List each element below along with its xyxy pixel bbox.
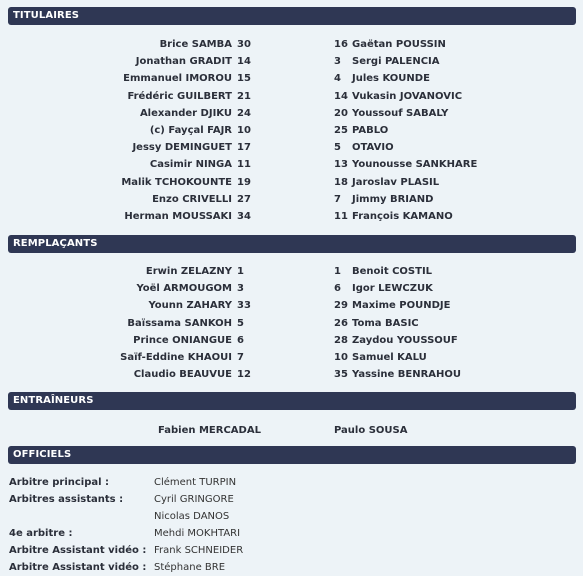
home-player-name: Malik TCHOKOUNTE bbox=[121, 176, 232, 188]
home-player-number: 1 bbox=[237, 266, 244, 277]
away-player-name: Maxime POUNDJE bbox=[352, 300, 451, 312]
away-player-name: François KAMANO bbox=[352, 211, 453, 222]
section-header-remplacants: REMPLAÇANTS bbox=[8, 235, 576, 253]
away-player-number: 20 bbox=[334, 107, 348, 119]
away-player-name: Benoit COSTIL bbox=[352, 266, 433, 277]
player-row bbox=[0, 106, 583, 122]
home-player-name: Emmanuel IMOROU bbox=[123, 73, 232, 85]
away-player-number: 29 bbox=[334, 300, 348, 312]
away-player-number: 35 bbox=[334, 369, 348, 381]
section-header-officiels: OFFICIELS bbox=[8, 446, 576, 464]
player-row bbox=[0, 123, 583, 139]
official-name: Clément TURPIN bbox=[154, 477, 237, 488]
away-player-number: 13 bbox=[334, 159, 348, 171]
home-player-name: Jonathan GRADIT bbox=[135, 56, 232, 68]
home-player-name: Alexander DJIKU bbox=[139, 107, 232, 119]
official-role-label: Arbitre Assistant vidéo : bbox=[9, 545, 147, 556]
home-player-number: 34 bbox=[237, 211, 251, 222]
section-header-entraineurs: ENTRAÎNEURS bbox=[8, 392, 576, 410]
away-player-number: 5 bbox=[334, 142, 341, 154]
away-player-number: 4 bbox=[334, 73, 341, 85]
away-player-name: Igor LEWCZUK bbox=[352, 283, 433, 295]
official-role-label: 4e arbitre : bbox=[9, 528, 73, 539]
home-player-name: (c) Fayçal FAJR bbox=[149, 125, 232, 136]
player-row bbox=[0, 333, 583, 349]
home-player-name: Herman MOUSSAKI bbox=[124, 211, 232, 222]
away-player-name: Yassine BENRAHOU bbox=[352, 369, 462, 381]
home-player-name: Erwin ZELAZNY bbox=[145, 266, 232, 277]
section-header-titulaires: TITULAIRES bbox=[8, 7, 576, 25]
away-player-name: Youssouf SABALY bbox=[352, 107, 449, 119]
away-player-number: 6 bbox=[334, 283, 341, 295]
away-player-name: Younousse SANKHARE bbox=[352, 159, 478, 171]
home-player-number: 33 bbox=[237, 300, 251, 312]
away-player-number: 1 bbox=[334, 266, 341, 277]
official-name: Nicolas DANOS bbox=[154, 511, 230, 522]
away-player-number: 7 bbox=[334, 193, 341, 205]
away-player-name: Jimmy BRIAND bbox=[352, 193, 434, 205]
away-player-number: 28 bbox=[334, 334, 348, 346]
away-player-number: 25 bbox=[334, 125, 348, 136]
home-player-number: 17 bbox=[237, 142, 251, 154]
player-row bbox=[0, 367, 583, 383]
home-coach: Fabien MERCADAL bbox=[158, 425, 261, 436]
home-player-number: 6 bbox=[237, 334, 244, 346]
home-player-name: Frédéric GUILBERT bbox=[127, 90, 232, 102]
player-row bbox=[0, 140, 583, 156]
away-coach: Paulo SOUSA bbox=[334, 425, 408, 436]
home-player-name: Baïssama SANKOH bbox=[127, 317, 232, 329]
home-player-name: Enzo CRIVELLI bbox=[152, 193, 232, 205]
away-player-number: 3 bbox=[334, 56, 341, 68]
away-player-name: PABLO bbox=[352, 125, 389, 136]
official-name: Frank SCHNEIDER bbox=[154, 545, 244, 556]
player-row bbox=[0, 298, 583, 314]
player-row bbox=[0, 350, 583, 366]
away-player-number: 10 bbox=[334, 352, 348, 363]
home-player-number: 12 bbox=[237, 369, 251, 381]
away-player-number: 11 bbox=[334, 211, 348, 222]
away-player-name: Jaroslav PLASIL bbox=[352, 176, 440, 188]
home-player-number: 24 bbox=[237, 107, 251, 119]
away-player-name: Vukasin JOVANOVIC bbox=[352, 90, 463, 102]
official-role-label: Arbitres assistants : bbox=[9, 494, 124, 505]
away-player-number: 18 bbox=[334, 176, 348, 188]
home-player-number: 11 bbox=[237, 159, 251, 171]
away-player-name: Jules KOUNDE bbox=[352, 73, 430, 85]
away-player-number: 14 bbox=[334, 90, 348, 102]
away-player-name: Samuel KALU bbox=[352, 352, 427, 363]
home-player-name: Yoël ARMOUGOM bbox=[136, 283, 232, 295]
away-player-name: Toma BASIC bbox=[352, 317, 419, 329]
player-row bbox=[0, 264, 583, 280]
home-player-name: Saïf-Eddine KHAOUI bbox=[120, 352, 232, 363]
home-player-number: 21 bbox=[237, 90, 251, 102]
player-row bbox=[0, 175, 583, 191]
home-player-number: 15 bbox=[237, 73, 251, 85]
player-row bbox=[0, 37, 583, 53]
home-player-number: 19 bbox=[237, 176, 251, 188]
home-player-number: 14 bbox=[237, 56, 251, 68]
player-row bbox=[0, 316, 583, 332]
home-player-name: Jessy DEMINGUET bbox=[132, 142, 232, 154]
player-row bbox=[0, 54, 583, 70]
away-player-name: Zaydou YOUSSOUF bbox=[352, 334, 458, 346]
official-name: Mehdi MOKHTARI bbox=[154, 528, 241, 539]
home-player-name: Casimir NINGA bbox=[149, 159, 232, 171]
player-row bbox=[0, 192, 583, 208]
away-player-number: 16 bbox=[334, 39, 348, 50]
away-player-number: 26 bbox=[334, 317, 348, 329]
away-player-name: Sergi PALENCIA bbox=[352, 56, 440, 68]
home-player-number: 27 bbox=[237, 193, 251, 205]
home-player-number: 30 bbox=[237, 39, 251, 50]
away-player-name: OTAVIO bbox=[352, 142, 394, 154]
official-role-label: Arbitre principal : bbox=[9, 477, 110, 488]
official-name: Stéphane BRE bbox=[154, 562, 226, 573]
official-name: Cyril GRINGORE bbox=[154, 494, 234, 505]
away-player-name: Gaëtan POUSSIN bbox=[352, 39, 446, 50]
home-player-number: 10 bbox=[237, 125, 251, 136]
player-row bbox=[0, 71, 583, 87]
player-row bbox=[0, 209, 583, 225]
home-player-name: Prince ONIANGUE bbox=[133, 334, 232, 346]
player-row bbox=[0, 281, 583, 297]
player-row bbox=[0, 89, 583, 105]
home-player-number: 7 bbox=[237, 352, 244, 363]
home-player-name: Claudio BEAUVUE bbox=[133, 369, 232, 381]
official-role-label: Arbitre Assistant vidéo : bbox=[9, 562, 147, 573]
home-player-name: Younn ZAHARY bbox=[148, 300, 232, 312]
home-player-number: 3 bbox=[237, 283, 244, 295]
player-row bbox=[0, 157, 583, 173]
home-player-name: Brice SAMBA bbox=[159, 39, 232, 50]
home-player-number: 5 bbox=[237, 317, 244, 329]
